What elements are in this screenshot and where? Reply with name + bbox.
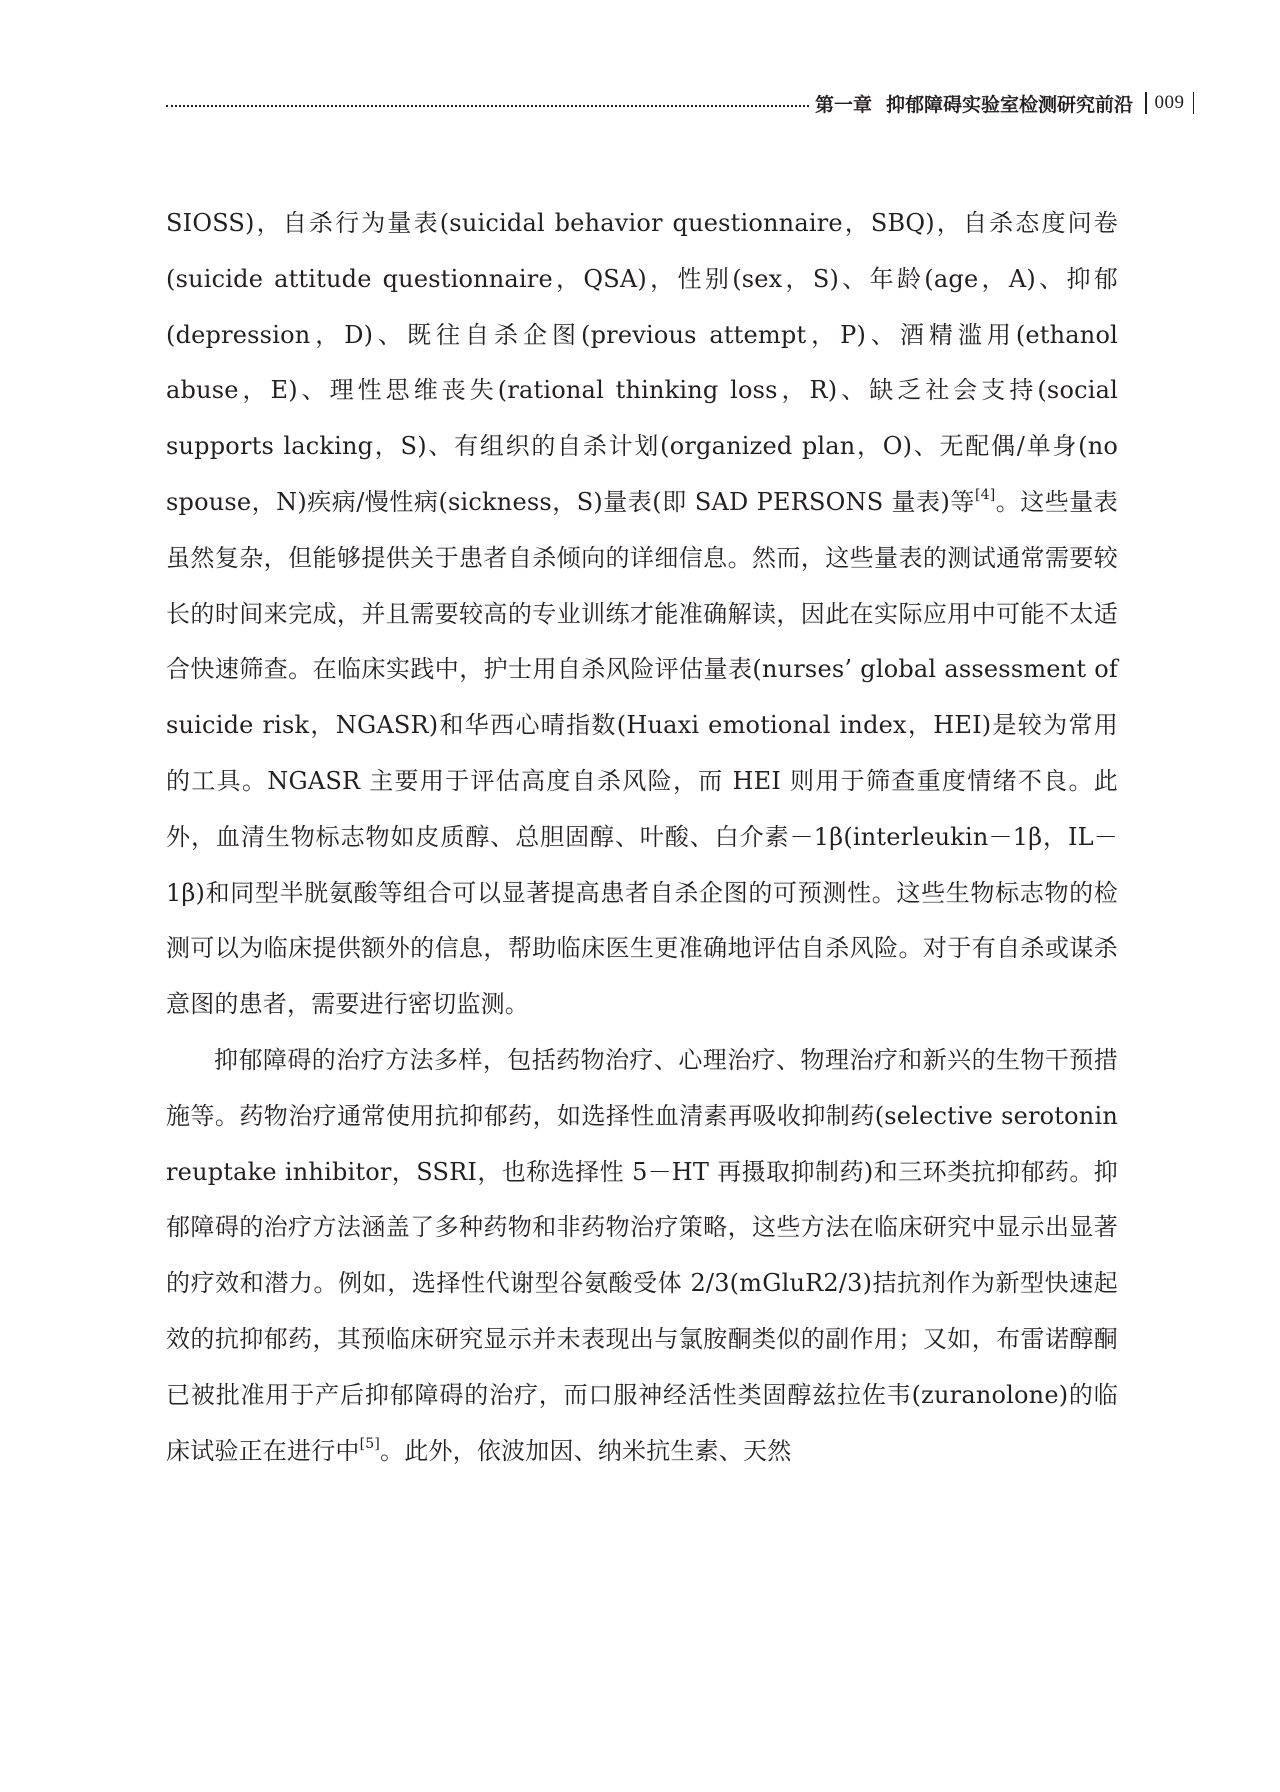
paragraph-suicide-scales xyxy=(166,196,1118,1033)
paragraph-text: SIOSS)，自杀行为量表(suicidal behavior questionnaire，SBQ)，自杀态度问卷(suicide attitude questionnaire，QSA)，性别(sex，S)、年龄(age，A)、抑郁(depression，D)、既往自杀企图(previous attempt，P)、酒精滥用(ethanol abuse，E)、理性思维丧失(rational thinking loss，R)、缺乏社会支持(social supports lacking，S)、有组织的自杀计划(organized plan，O)、无配偶/单身(no spouse，N)疾病/慢性病(sickness，S)量表(即 SAD PERSONS 量表)等 xyxy=(166,209,1118,516)
chapter-title: 抑郁障碍实验室检测研究前沿 xyxy=(885,93,1133,116)
paragraph-text: 。此外，依波加因、纳米抗生素、天然 xyxy=(380,1436,792,1465)
citation-ref: [5] xyxy=(359,1435,381,1452)
header-separator-left xyxy=(1145,92,1147,114)
header-dot-leader xyxy=(166,105,809,107)
paragraph-text: 。这些量表虽然复杂，但能够提供关于患者自杀倾向的详细信息。然而，这些量表的测试通常需要较长的时间来完成，并且需要较高的专业训练才能准确解读，因此在实际应用中可能不太适合快速筛查。在临床实践中，护士用自杀风险评估量表(nurses’ global assessment of suicide risk，NGASR)和华西心晴指数(Huaxi emotional index，HEI)是较为常用的工具。NGASR 主要用于评估高度自杀风险，而 HEI 则用于筛查重度情绪不良。此外，血清生物标志物如皮质醇、总胆固醇、叶酸、白介素－1β(interleukin－1β，IL－1β)和同型半胱氨酸等组合可以显著提高患者自杀企图的可预测性。这些生物标志物的检测可以为临床提供额外的信息，帮助临床医生更准确地评估自杀风险。对于有自杀或谋杀意图的患者，需要进行密切监测。 xyxy=(166,487,1118,1019)
citation-ref: [4] xyxy=(974,486,996,503)
paragraph-text: 抑郁障碍的治疗方法多样，包括药物治疗、心理治疗、物理治疗和新兴的生物干预措施等。药物治疗通常使用抗抑郁药，如选择性血清素再吸收抑制药(selective serotonin reuptake inhibitor，SSRI，也称选择性 5－HT 再摄取抑制药)和三环类抗抑郁药。抑郁障碍的治疗方法涵盖了多种药物和非药物治疗策略，这些方法在临床研究中显示出显著的疗效和潜力。例如，选择性代谢型谷氨酸受体 2/3(mGluR2/3)拮抗剂作为新型快速起效的抗抑郁药，其预临床研究显示并未表现出与氯胺酮类似的副作用；又如，布雷诺醇酮已被批准用于产后抑郁障碍的治疗，而口服神经活性类固醇兹拉佐韦(zuranolone)的临床试验正在进行中 xyxy=(166,1045,1118,1465)
body-text xyxy=(166,196,1118,1479)
page-number: 009 xyxy=(1154,92,1185,113)
paragraph-treatment xyxy=(166,1033,1118,1479)
chapter-label: 第一章 xyxy=(814,93,872,116)
running-header xyxy=(166,88,1194,118)
header-separator-right xyxy=(1193,92,1195,114)
